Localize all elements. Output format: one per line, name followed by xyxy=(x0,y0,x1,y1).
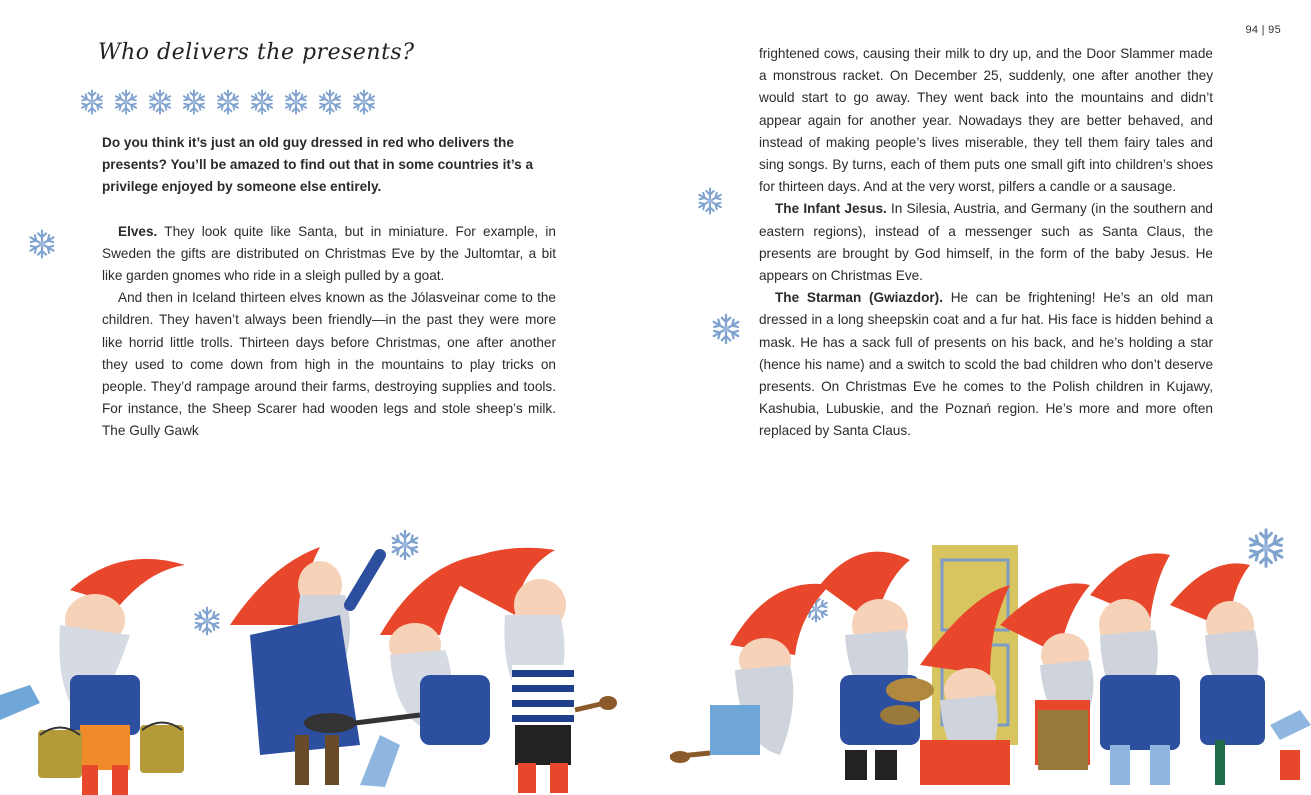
elves-illustration-right xyxy=(670,525,1311,795)
elf-striped-shirt xyxy=(440,548,617,793)
paragraph-lead: The Starman (Gwiazdor). xyxy=(775,290,943,306)
snowflake-icon xyxy=(26,228,58,260)
paragraph-body: frightened cows, causing their milk to dry up, and the Door Slammer made a monstrous racket. On December 25, suddenly, one after another they would start to go away. They went back into the mountains and didn’t appear again for another year. Nowadays they are better behaved, and instead of making people’s lives miserable, they tell them fairy tales and sing songs. By turns, each of them puts one small gift into children’s shoes for thirteen days. And at the very worst, pilfers a candle or a sausage. xyxy=(759,46,1213,195)
paragraph-continued xyxy=(759,43,1213,198)
left-column xyxy=(102,132,556,443)
paragraph-elves xyxy=(102,221,556,288)
paragraph-body: In Silesia, Austria, and Germany (in the southern and eastern regions), instead of a messenger such as Santa Claus, the presents are brought by God himself, in the form of the baby Jesus. He appears on Christmas Eve. xyxy=(759,201,1213,284)
snowflake-icon xyxy=(78,88,106,116)
paragraph-lead: Elves. xyxy=(118,223,158,239)
paragraph-body: And then in Iceland thirteen elves known as the Jólasveinar come to the children. They haven’t always been friendly—in the past they were more like horrid little trolls. Thirteen days before Christmas, one after another they used to come down from high in the mountains to play tricks on people. They’d rampage around their farms, destroying supplies and tools. For instance, the Sheep Scarer had wooden legs and stole sheep’s milk. The Gully Gawk xyxy=(102,290,556,439)
paragraph-iceland xyxy=(102,287,556,442)
right-column xyxy=(759,43,1213,443)
elf-blue-coat xyxy=(230,547,380,785)
snowflake-border xyxy=(78,88,378,116)
paragraph-lead: The Infant Jesus. xyxy=(775,201,887,217)
elf-right xyxy=(1170,563,1311,785)
page-number: 94 | 95 xyxy=(1245,24,1281,36)
snowflake-icon xyxy=(248,88,276,116)
page-title: Who delivers the presents? xyxy=(98,40,415,65)
paragraph-infant-jesus xyxy=(759,198,1213,287)
snowflake-icon xyxy=(214,88,242,116)
snowflake-icon xyxy=(112,88,140,116)
snowflake-icon xyxy=(695,186,725,216)
elf-with-buckets xyxy=(38,559,185,795)
paragraph-body: They look quite like Santa, but in miniature. For example, in Sweden the gifts are distributed on Christmas Eve by the Jultomtar, a bit like garden gnomes who ride in a sleigh pulled by a goat. xyxy=(102,223,556,284)
intro-paragraph: Do you think it’s just an old guy dressed in red who delivers the presents? You’ll be amazed to find out that in some countries it’s a privilege enjoyed by someone else entirely. xyxy=(102,135,534,195)
elf-blue-apron xyxy=(1090,553,1180,785)
paragraph-body: He can be frightening! He’s an old man dressed in a long sheepskin coat and a fur hat. His face is hidden behind a mask. He has a sack full of presents on his back, and he’s holding a star (hence his name) and a switch to scold the bad children who don’t deserve presents. On Christmas Eve he comes to the Polish children in Kujawy, Kashubia, Lubuskie, and the Poznań region. He’s more and more often replaced by Santa Claus. xyxy=(759,290,1214,439)
snowflake-icon xyxy=(316,88,344,116)
elf-reaching xyxy=(820,552,920,780)
elves-illustration-left xyxy=(0,525,640,795)
paragraph-starman xyxy=(759,287,1213,442)
elf-left xyxy=(670,584,830,763)
snowflake-icon xyxy=(350,88,378,116)
snowflake-icon xyxy=(282,88,310,116)
snowflake-icon xyxy=(709,312,743,346)
snowflake-icon xyxy=(146,88,174,116)
snowflake-icon xyxy=(180,88,208,116)
